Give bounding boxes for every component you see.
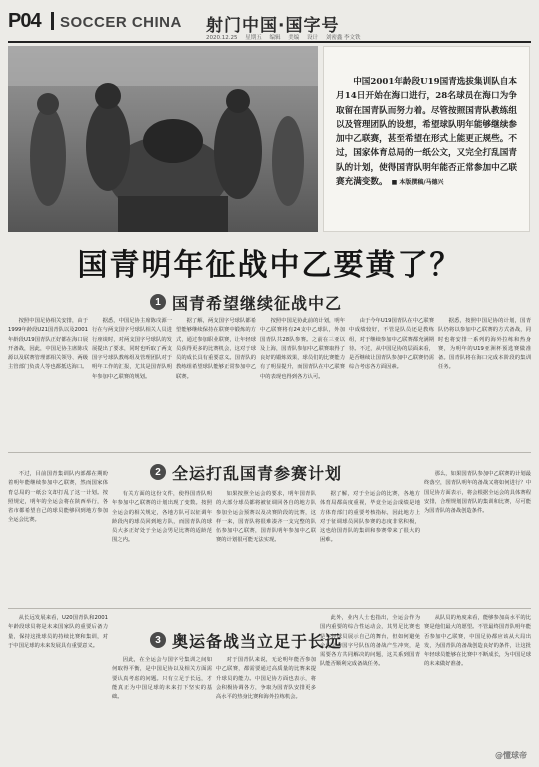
subhead-2 [150,460,342,484]
paragraph: 由于今年U19国青队在中乙联赛中成绩较好，不管是队员还是教练组，对于继续参加中乙联赛都充满期待。不过，从中国足协的层面来看，是否继续让国青队参加中乙联赛仍需综合考虑各方面因素。 [349,318,434,371]
section-2-col-1 [8,470,108,602]
design-label: 设计 [307,35,319,41]
paragraph: 从长远发展来看，U20国青队和2001年龄段球员将是未来国家队的重要后备力量，保持这批球员的持续比赛和集训，对于中国足球的未来发展具有重要意义。 [8,615,108,649]
section-1-col-4 [260,317,345,445]
section-2-col-4 [320,490,420,602]
issue-weekday: 星期五 [245,35,262,41]
subhead-text: 国青希望继续征战中乙 [172,293,343,313]
intro-box [323,46,530,232]
section-3-col-2 [112,656,212,754]
page-header [8,8,531,42]
section-2-col-5 [424,470,531,602]
section-3-col-3 [216,656,316,754]
paragraph: 从队员的角度来看，能够参加高水平的比赛是他们最大的愿望。不管最终国青队明年能否参加中乙联赛，中国足协都应该从大局出发，为国青队的备战创造良好的条件，让这批年轻球员能够在比赛中不断成长，为中国足球的未来做好准备。 [424,615,531,668]
section-2-col-3 [216,490,316,602]
paragraph: 按照中国足协此前的计划，明年中乙联赛将有24支中乙球队，外加国青队共28队参赛。之前在三亚以及上海，国青队参加中乙联赛取得了良好的锻炼效果，球员们的比赛能力有了明显提升，而国青队在中乙联赛中的表现也得到各方认可。 [260,318,345,380]
watermark: @懂球帝 [495,751,527,760]
section-1-col-2 [92,317,172,445]
intro-paragraph [336,75,517,190]
brand-name: SOCCER CHINA [60,14,182,31]
paragraph: 那么，如果国青队参加中乙联赛的计划最终落空，国青队明年的备战又将如何进行？中国足协方面表示，将会根据全运会的具体赛程安排，合理规划国青队的集训和比赛，尽可能为国青队的备战创造条件。 [424,471,531,515]
subhead-number: 3 [150,632,166,648]
section-1-col-3 [176,317,256,445]
section-title: 射门中国·国字号 [206,16,340,36]
paragraph: 据悉，中国足协主席陈戌源一行在与两支国字号球队相关人员进行座谈时，对两支国字号球队的发展提出了要求，同时也听取了两支国字号球队教练组及管理团队对于明年工作的汇报，尤其是国青队明年参加中乙联赛的规划。 [92,318,172,380]
subhead-number: 2 [150,464,166,480]
section-1-col-6 [438,317,531,445]
paragraph: 对于国青队来说，无论明年能否参加中乙联赛，都需要通过高质量的比赛来提升球员的能力。中国足协方面也表示，将会积极协调各方，争取为国青队安排更多高水平的热身比赛和海外拉练机会。 [216,657,316,701]
editor-label: 编辑 [269,35,281,41]
subhead-number: 1 [150,294,166,310]
paragraph: 不过，目前国青集训队内部都在期盼着明年能继续参加中乙联赛，然而国家体育总局的一纸公文却打乱了这一计划。按照规定，明年的全运会将在陕西举行，各省市都希望自己的球员能够回到地方参加全运会比赛。 [8,471,108,524]
paragraph: 如果按照全运会的要求，明年国青队的大部分球员都将被征调回各自的地方队参加全运会预赛以及决赛阶段的比赛，这样一来，国青队将很难凑齐一支完整的队伍参加中乙联赛，国青队明年参加中乙联赛的计划很可能无法实现。 [216,491,316,544]
designer-label: 美编 [288,35,300,41]
photo-icon [8,46,318,232]
paragraph: 按照中国足协相关安排，由于1999年龄段U21国青队以及2001年龄段U19国青队正好都在海口展开备战，因此，中国足协主席陈戌源以及联赛管理部相关领导、两级主管部门负责人等也都抵达海口。 [8,318,88,371]
section-2-col-2 [112,490,212,602]
header-rule [8,41,531,43]
proof-names: 刘密鑫 李文铁 [325,35,361,41]
page-number-divider [51,12,54,30]
paragraph: 有关方面的这份文件，使得国青队明年参加中乙联赛的计划出现了变数。按照全运会的相关规定，各地方队可以征调年龄段内的球员回到地方队，而国青队的球员大多正好处于全运会男足比赛的适龄范围之内。 [112,491,212,544]
paragraph: 据了解，对于全运会的比赛，各地方体育局都高度重视，毕竟全运会成绩是地方体育部门的重要考核指标，因此地方上对于征调球员回队参赛的态度非常积极，这也给国青队的集训和参赛带来了很大的困难。 [320,491,420,544]
section-3-col-5 [424,614,531,754]
section-1-col-5 [349,317,434,445]
section-divider [8,608,531,609]
section-3-col-1 [8,614,108,754]
paragraph: 此外，业内人士也指出，全运会作为国内重要的综合性运动会，其男足比赛也是年轻球员展示自己的舞台，但如何避免全运会与国字号队伍的备战产生冲突，是需要各方共同解决的问题，这关系到国青队能否顺利完成备战任务。 [320,615,420,668]
subhead-text: 奥运备战当立足于长远 [172,631,343,651]
intro-byline: ■ 本版撰稿/马德兴 [391,179,444,187]
subhead-text: 全运打乱国青参赛计划 [172,463,343,483]
header-meta [206,33,367,41]
news-photo [8,46,318,232]
subhead-1 [150,290,342,314]
paragraph: 因此，在全运会与国字号集训之间如何取得平衡，是中国足协以及相关方面需要认真考虑的问题。只有立足于长远，才能真正为中国足球的未来打下坚实的基础。 [112,657,212,701]
section-divider [8,452,531,453]
issue-date: 2020.12.25 [206,35,238,41]
intro-text: 中国2001年龄段U19国青选拔集训队自本月14日开始在海口进行，28名球员在海口为争取留在国青队而努力着。尽管按照国青队教练组以及管理团队的设想，希望球队明年能够继续参加中乙联赛，甚至希望在形式上能更正规些。不过，国家体育总局的一纸公文，又完全打乱国青队的计划，使得国青队明年能否正常参加中乙联赛充满变数。 [336,77,517,188]
paragraph: 据悉，按照中国足协的计划，国青队仍将以参加中乙联赛的方式备战，同时也将安排一系列的海外拉练和热身赛，为明年的U19亚洲杯预选赛做准备。国青队将在海口完成本阶段的集训任务。 [438,318,531,371]
page-number: P04 [8,10,41,32]
section-3-col-4 [320,614,420,754]
subhead-3 [150,628,342,652]
headline: 国青明年征战中乙要黄了？ [77,248,462,283]
paragraph: 据了解，两支国字号球队都希望能够继续保持在联赛中锻炼的方式，通过参加职业联赛，让年轻球员获得更多的比赛机会，这对于球员的成长具有重要意义。国青队的教练组希望球队能够正常参加中乙联赛。 [176,318,256,380]
section-1-col-1 [8,317,88,445]
